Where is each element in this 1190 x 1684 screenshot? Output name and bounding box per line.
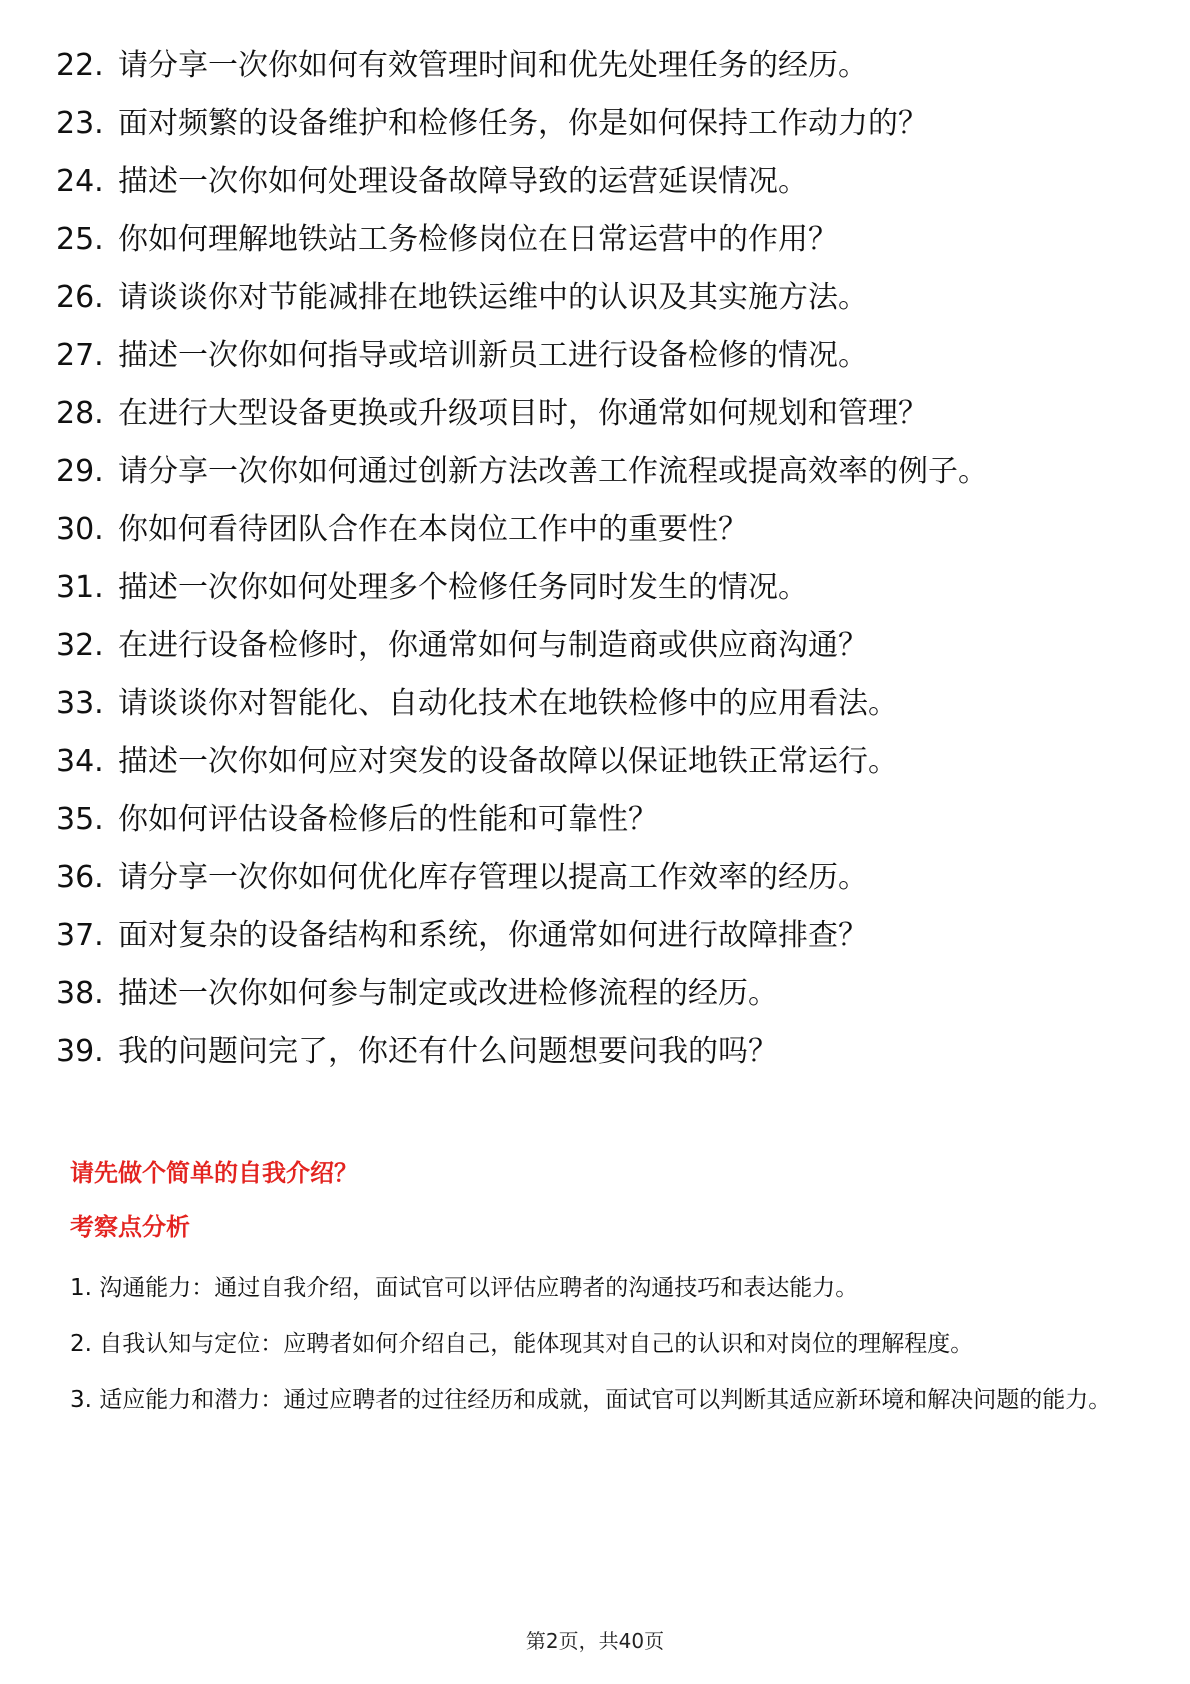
question-item-28 <box>56 392 1136 436</box>
question-number: 35. <box>56 802 104 837</box>
question-item-31 <box>56 566 1136 610</box>
question-text: 你如何看待团队合作在本岗位工作中的重要性？ <box>118 512 748 547</box>
question-number: 28. <box>56 396 104 431</box>
question-text: 请分享一次你如何有效管理时间和优先处理任务的经历。 <box>118 48 868 83</box>
question-number: 31. <box>56 570 104 605</box>
question-text: 面对复杂的设备结构和系统，你通常如何进行故障排查？ <box>118 918 868 953</box>
question-number: 22. <box>56 48 104 83</box>
analysis-point: 3. 适应能力和潜力：通过应聘者的过往经历和成就，面试官可以判断其适应新环境和解决问题的能力。 <box>70 1387 1112 1413</box>
question-text: 描述一次你如何参与制定或改进检修流程的经历。 <box>118 976 778 1011</box>
question-item-39 <box>56 1030 1136 1074</box>
question-number: 29. <box>56 454 104 489</box>
question-list <box>56 44 1136 1088</box>
question-item-36 <box>56 856 1136 900</box>
question-item-33 <box>56 682 1136 726</box>
question-item-38 <box>56 972 1136 1016</box>
question-item-23 <box>56 102 1136 146</box>
section-heading: 请先做个简单的自我介绍？ <box>70 1159 358 1187</box>
question-number: 37. <box>56 918 104 953</box>
question-item-22 <box>56 44 1136 88</box>
question-item-24 <box>56 160 1136 204</box>
analysis-point: 1. 沟通能力：通过自我介绍，面试官可以评估应聘者的沟通技巧和表达能力。 <box>70 1275 859 1301</box>
question-text: 请分享一次你如何优化库存管理以提高工作效率的经历。 <box>118 860 868 895</box>
question-text: 面对频繁的设备维护和检修任务，你是如何保持工作动力的？ <box>118 106 928 141</box>
question-number: 24. <box>56 164 104 199</box>
question-text: 我的问题问完了，你还有什么问题想要问我的吗？ <box>118 1034 778 1069</box>
question-text: 你如何理解地铁站工务检修岗位在日常运营中的作用？ <box>118 222 838 257</box>
question-number: 39. <box>56 1034 104 1069</box>
question-text: 描述一次你如何指导或培训新员工进行设备检修的情况。 <box>118 338 868 373</box>
question-item-32 <box>56 624 1136 668</box>
question-number: 32. <box>56 628 104 663</box>
question-number: 36. <box>56 860 104 895</box>
question-item-29 <box>56 450 1136 494</box>
question-text: 在进行设备检修时，你通常如何与制造商或供应商沟通？ <box>118 628 868 663</box>
analysis-point: 2. 自我认知与定位：应聘者如何介绍自己，能体现其对自己的认识和对岗位的理解程度。 <box>70 1331 974 1357</box>
question-item-34 <box>56 740 1136 784</box>
question-number: 26. <box>56 280 104 315</box>
question-number: 25. <box>56 222 104 257</box>
question-text: 你如何评估设备检修后的性能和可靠性？ <box>118 802 658 837</box>
question-text: 在进行大型设备更换或升级项目时，你通常如何规划和管理？ <box>118 396 928 431</box>
question-number: 34. <box>56 744 104 779</box>
question-item-30 <box>56 508 1136 552</box>
question-number: 23. <box>56 106 104 141</box>
analysis-heading: 考察点分析 <box>70 1213 190 1241</box>
question-number: 27. <box>56 338 104 373</box>
question-text: 描述一次你如何应对突发的设备故障以保证地铁正常运行。 <box>118 744 898 779</box>
question-text: 请分享一次你如何通过创新方法改善工作流程或提高效率的例子。 <box>118 454 988 489</box>
page-footer: 第2页，共40页 <box>525 1629 665 1653</box>
question-number: 38. <box>56 976 104 1011</box>
question-item-26 <box>56 276 1136 320</box>
question-item-37 <box>56 914 1136 958</box>
question-number: 30. <box>56 512 104 547</box>
question-item-35 <box>56 798 1136 842</box>
analysis-points-list <box>70 1260 1132 1428</box>
question-text: 描述一次你如何处理多个检修任务同时发生的情况。 <box>118 570 808 605</box>
question-item-27 <box>56 334 1136 378</box>
question-item-25 <box>56 218 1136 262</box>
question-text: 描述一次你如何处理设备故障导致的运营延误情况。 <box>118 164 808 199</box>
question-text: 请谈谈你对智能化、自动化技术在地铁检修中的应用看法。 <box>118 686 898 721</box>
question-text: 请谈谈你对节能减排在地铁运维中的认识及其实施方法。 <box>118 280 868 315</box>
question-number: 33. <box>56 686 104 721</box>
